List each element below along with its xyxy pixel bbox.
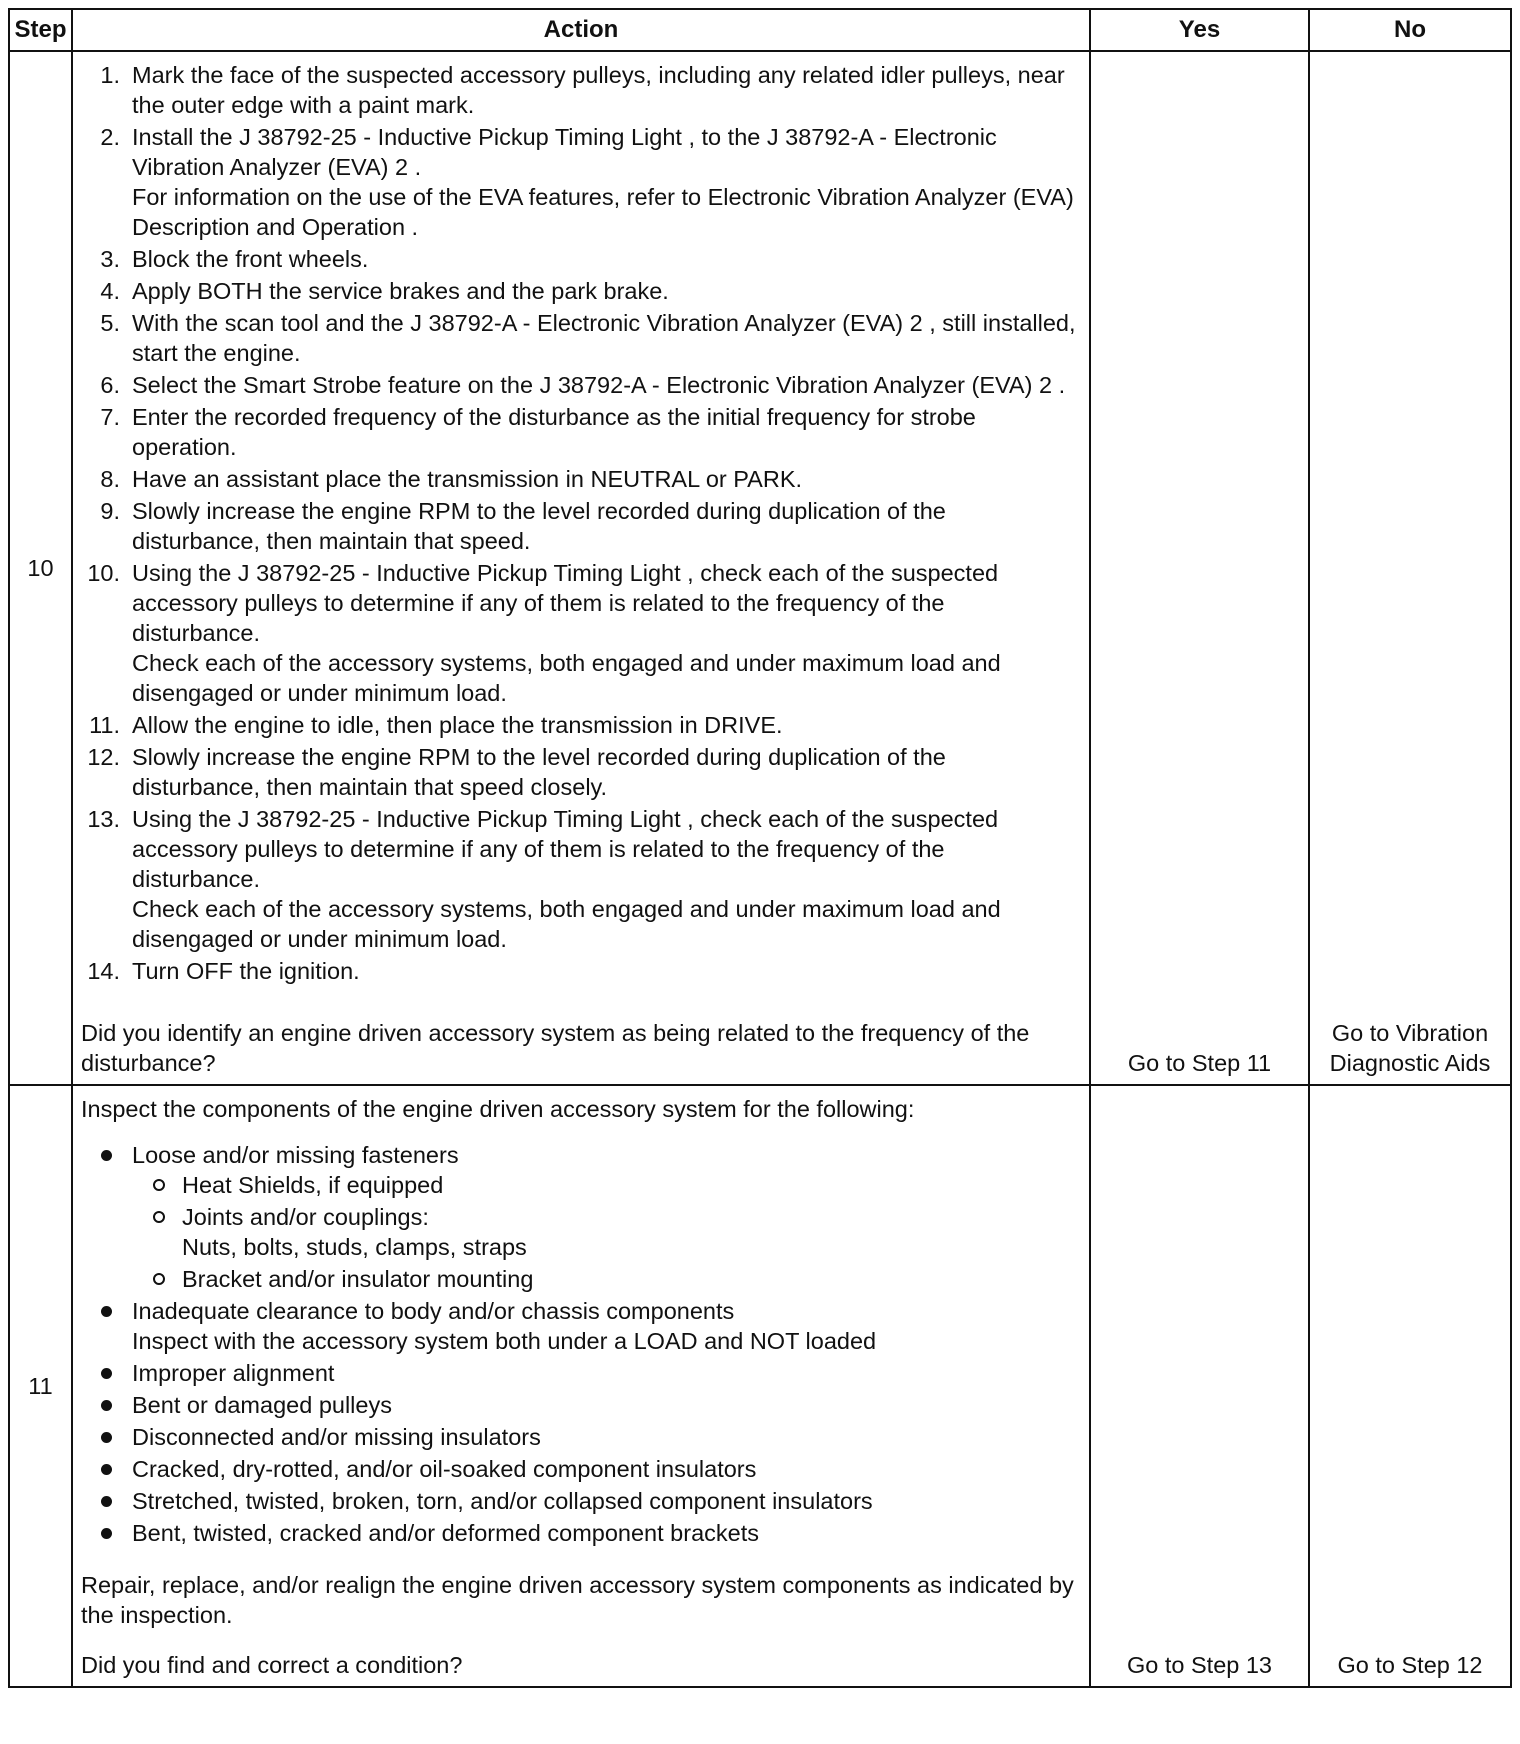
procedure-step [81,402,1079,462]
step-row-11 [9,1085,1511,1687]
procedure-step-number: 12. [87,744,120,770]
repair-instruction: Repair, replace, and/or realign the engine driven accessory system components as indicated by the inspection. [81,1572,1074,1628]
procedure-step-number: 14. [87,958,120,984]
question-10: Did you identify an engine driven accessory system as being related to the frequency of the disturbance? [81,1020,1030,1076]
inspection-item [81,1422,1079,1452]
procedure-step-text: Using the J 38792-25 - Inductive Pickup Timing Light , check each of the suspected accessory pulleys to determine if any of them is related to the frequency of the disturbance. [132,560,999,646]
no-cell-10: Go to Vibration Diagnostic Aids [1309,51,1511,1085]
circle-bullet-icon [153,1211,165,1223]
inspection-item-text: Bent, twisted, cracked and/or deformed component brackets [132,1520,759,1546]
circle-bullet-icon [153,1179,165,1191]
inspection-item [81,1140,1079,1294]
procedure-step-number: 1. [100,62,120,88]
inspection-item-text: Improper alignment [132,1360,335,1386]
procedure-step-number: 3. [100,246,120,272]
inspection-subitem [132,1264,1079,1294]
procedure-step [81,804,1079,954]
step-number-11: 11 [9,1085,72,1687]
inspection-item [81,1390,1079,1420]
inspection-list [81,1140,1079,1548]
procedure-step-text: Check each of the accessory systems, both engaged and under maximum load and disengaged or under minimum load. [132,650,1001,706]
bullet-icon [101,1496,112,1507]
bullet-icon [101,1306,112,1317]
bullet-icon [101,1464,112,1475]
header-row [9,9,1511,51]
procedure-step [81,60,1079,120]
inspection-item [81,1486,1079,1516]
procedure-step [81,122,1079,242]
procedure-step [81,710,1079,740]
procedure-step-text: Have an assistant place the transmission in NEUTRAL or PARK. [132,466,803,492]
inspection-item-text: Bent or damaged pulleys [132,1392,392,1418]
procedure-step-number: 9. [100,498,120,524]
inspection-subitem [132,1202,1079,1262]
inspection-subitem-text: Heat Shields, if equipped [182,1172,444,1198]
diagnostic-table [8,8,1512,1688]
bullet-icon [101,1368,112,1379]
procedure-step-text: Check each of the accessory systems, both engaged and under maximum load and disengaged or under minimum load. [132,896,1001,952]
procedure-step-text: Slowly increase the engine RPM to the level recorded during duplication of the disturbance, then maintain that speed. [132,498,946,554]
inspection-subitem-text: Bracket and/or insulator mounting [182,1266,534,1292]
inspection-item-text: Stretched, twisted, broken, torn, and/or collapsed component insulators [132,1488,873,1514]
procedure-step [81,742,1079,802]
inspection-item-text: Inadequate clearance to body and/or chassis components [132,1298,735,1324]
inspection-item [81,1358,1079,1388]
procedure-step-text: For information on the use of the EVA features, refer to Electronic Vibration Analyzer (EVA) Description and Operation . [132,184,1074,240]
inspection-item [81,1296,1079,1356]
bullet-icon [101,1432,112,1443]
procedure-step-text: Using the J 38792-25 - Inductive Pickup Timing Light , check each of the suspected accessory pulleys to determine if any of them is related to the frequency of the disturbance. [132,806,999,892]
bullet-icon [101,1528,112,1539]
procedure-step-text: Mark the face of the suspected accessory pulleys, including any related idler pulleys, near the outer edge with a paint mark. [132,62,1065,118]
step-number-10: 10 [9,51,72,1085]
procedure-step-number: 8. [100,466,120,492]
inspection-item-text: Cracked, dry-rotted, and/or oil-soaked component insulators [132,1456,757,1482]
procedure-step-number: 11. [89,712,120,738]
inspection-item-note: Inspect with the accessory system both under a LOAD and NOT loaded [132,1328,877,1354]
procedure-step-number: 13. [87,806,120,832]
header-action: Action [72,9,1090,51]
procedure-step-number: 6. [100,372,120,398]
inspection-subitem-text: Nuts, bolts, studs, clamps, straps [182,1234,527,1260]
header-no: No [1309,9,1511,51]
intro-11: Inspect the components of the engine driven accessory system for the following: [81,1096,915,1122]
action-cell-11 [72,1085,1090,1687]
action-cell-10 [72,51,1090,1085]
procedure-step-text: Enter the recorded frequency of the disturbance as the initial frequency for strobe operation. [132,404,976,460]
inspection-sublist [132,1170,1079,1294]
procedure-step [81,464,1079,494]
no-cell-11: Go to Step 12 [1309,1085,1511,1687]
procedure-step-text: Install the J 38792-25 - Inductive Pickup Timing Light , to the J 38792-A - Electronic Vibration Analyzer (EVA) 2 . [132,124,997,180]
bullet-icon [101,1150,112,1161]
circle-bullet-icon [153,1273,165,1285]
procedure-step [81,370,1079,400]
yes-cell-10: Go to Step 11 [1090,51,1309,1085]
yes-cell-11: Go to Step 13 [1090,1085,1309,1687]
procedure-list [81,60,1079,986]
procedure-step [81,244,1079,274]
procedure-step-number: 10. [87,560,120,586]
procedure-step-number: 7. [100,404,120,430]
procedure-step [81,558,1079,708]
inspection-subitem-text: Joints and/or couplings: [182,1204,429,1230]
procedure-step-text: Allow the engine to idle, then place the transmission in DRIVE. [132,712,783,738]
inspection-item-text: Disconnected and/or missing insulators [132,1424,541,1450]
bullet-icon [101,1400,112,1411]
procedure-step-text: Turn OFF the ignition. [132,958,360,984]
procedure-step-text: Apply BOTH the service brakes and the park brake. [132,278,669,304]
inspection-item [81,1454,1079,1484]
procedure-step [81,496,1079,556]
step-row-10 [9,51,1511,1085]
inspection-item [81,1518,1079,1548]
procedure-step [81,956,1079,986]
header-yes: Yes [1090,9,1309,51]
procedure-step-text: With the scan tool and the J 38792-A - Electronic Vibration Analyzer (EVA) 2 , still installed, start the engine. [132,310,1076,366]
procedure-step [81,308,1079,368]
procedure-step-number: 5. [100,310,120,336]
procedure-step-number: 4. [100,278,120,304]
inspection-subitem [132,1170,1079,1200]
procedure-step-text: Block the front wheels. [132,246,369,272]
question-11: Did you find and correct a condition? [81,1652,463,1678]
procedure-step [81,276,1079,306]
procedure-step-text: Select the Smart Strobe feature on the J 38792-A - Electronic Vibration Analyzer (EVA) 2 . [132,372,1066,398]
procedure-step-text: Slowly increase the engine RPM to the level recorded during duplication of the disturbance, then maintain that speed closely. [132,744,946,800]
procedure-step-number: 2. [100,124,120,150]
inspection-item-text: Loose and/or missing fasteners [132,1142,459,1168]
header-step: Step [9,9,72,51]
